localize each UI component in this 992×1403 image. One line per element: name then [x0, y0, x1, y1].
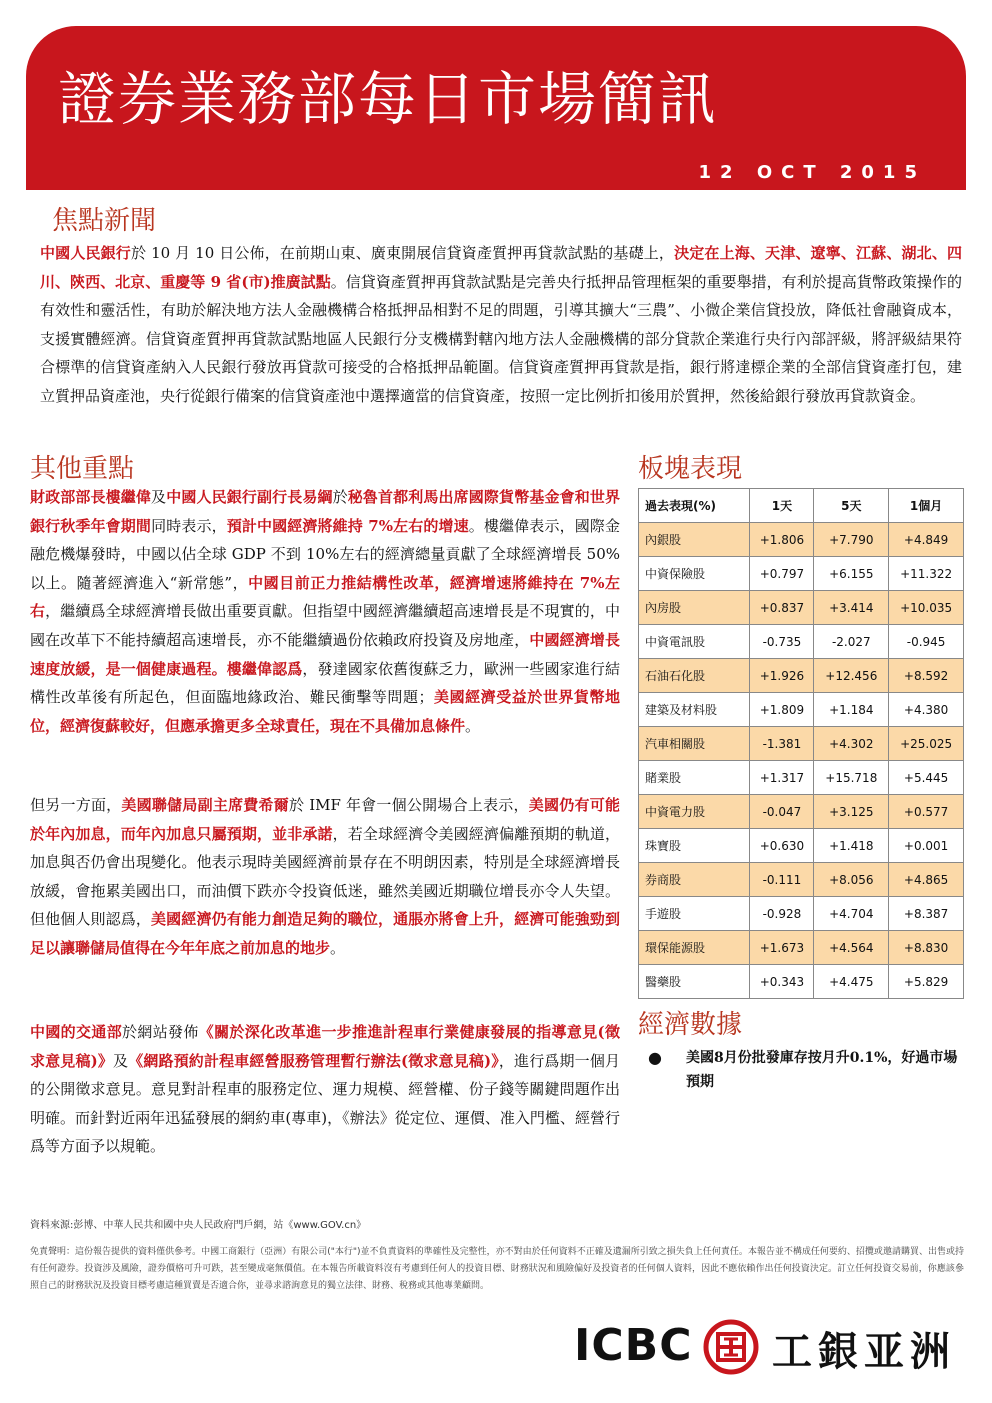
- change-1m-cell: +8.387: [889, 897, 964, 931]
- header-banner: [26, 26, 966, 190]
- change-1d-cell: +1.809: [750, 693, 814, 727]
- table-row: [639, 625, 964, 659]
- focus-text-d: 。信貸資產質押再貸款試點是完善央行抵押品管理框架的重要舉措，有利於提高貨幣政策操作的有效性和靈活性，有助於解決地方法人金融機構合格抵押品相對不足的問題，引導其擴大“三農”、小微企業信貸投放，降低社會融資成本，支援實體經濟。信貸資產質押再貸款試點地區人民銀行分支機構對轄內地方法人金融機構的部分貸款企業進行央行內部評級，將評級結果符合標準的信貸資產納入人民銀行發放再貸款可接受的合格抵押品範圍。信貸資產質押再貸款是指，銀行將達標企業的全部信貸資產打包，建立質押品資產池，央行從銀行備案的信貸資產池中選擇適當的信貸資產，按照一定比例折扣後用於質押，然後給銀行發放再貸款資金。: [40, 272, 962, 405]
- other-p2-run: 。: [330, 938, 346, 957]
- table-row: [639, 659, 964, 693]
- change-5d-cell: +1.184: [814, 693, 889, 727]
- change-5d-cell: +3.414: [814, 591, 889, 625]
- report-title: 證券業務部每日市場簡訊: [58, 65, 719, 133]
- table-row: [639, 557, 964, 591]
- other-heading: 其他重點: [30, 454, 135, 484]
- other-p1-run: 中國人民銀行副行長易綱: [166, 488, 333, 506]
- focus-text-a: 中國人民銀行: [40, 244, 131, 262]
- table-row: [639, 863, 964, 897]
- col-header-1m: 1個月: [889, 489, 964, 523]
- other-paragraph-2: [30, 791, 620, 963]
- sector-name-cell: 中資電力股: [639, 795, 750, 829]
- other-p1-run: 同時表示，: [151, 516, 227, 535]
- other-p1-run: 及: [151, 488, 167, 506]
- change-1m-cell: +4.380: [889, 693, 964, 727]
- other-p3-run: 《網路預約計程車經營服務管理暫行辦法(徵求意見稿)》: [128, 1051, 499, 1070]
- sector-heading: 板塊表現: [638, 454, 743, 484]
- table-row: [639, 931, 964, 965]
- other-p3-run: 中國的交通部: [30, 1023, 123, 1041]
- other-p3-run: 及: [113, 1051, 129, 1070]
- change-5d-cell: +6.155: [814, 557, 889, 591]
- table-row: [639, 693, 964, 727]
- change-1m-cell: +0.001: [889, 829, 964, 863]
- other-p2-run: 美國仍有可能於年內加息，而年內加息只屬預期，並非承諾: [30, 796, 620, 843]
- other-p2-run: ，若全球經濟令美國經濟偏離預期的軌道，加息與否仍會出現變化。他表示現時美國經濟前景存在不明朗因素，特別是全球經濟增長放緩，會拖累美國出口，而油價下跌亦令投資低迷，雖然美國近期職位增長亦令人失望。但他個人則認爲，: [30, 824, 620, 929]
- change-1d-cell: +0.837: [750, 591, 814, 625]
- sector-name-cell: 石油石化股: [639, 659, 750, 693]
- change-1m-cell: +5.829: [889, 965, 964, 999]
- economy-heading: 經濟數據: [638, 1010, 743, 1040]
- sector-name-cell: 環保能源股: [639, 931, 750, 965]
- change-5d-cell: +15.718: [814, 761, 889, 795]
- disclaimer: 免責聲明：這份報告提供的資料僅供參考。中國工商銀行（亞洲）有限公司("本行")並不負責資料的準確性及完整性，亦不對由於任何資料不正確及遺漏所引致之損失負上任何責任。本報告並不構成任何要約、招攬或邀請購買、出售或持有任何證券。投資涉及風險，證券價格可升可跌，甚至變成毫無價值。在本報告所載資料沒有考慮到任何人的投資目標、財務狀況和風險偏好及投資者的任何個人資料，因此不應依賴作出任何投資決定。訂立任何投資交易前，你應該參照自己的財務狀況及投資目標考慮這種買賣是否適合你，並尋求諮詢意見的獨立法律、財務、稅務或其他專業顧問。: [30, 1247, 964, 1291]
- other-p2-run: 但另一方面，: [30, 796, 122, 814]
- other-p1-run: 預計中國經濟將維持 7%左右的增速: [226, 516, 469, 535]
- table-row: [639, 897, 964, 931]
- sector-name-cell: 內銀股: [639, 523, 750, 557]
- other-p3-run: ，進行爲期一個月的公開徵求意見。意見對計程車的服務定位、運力規模、經營權、份子錢等關鍵問題作出明確。而針對近兩年迅猛發展的網約車(專車)，《辦法》從定位、運價、准入門檻、經營行爲等方面予以規範。: [30, 1051, 620, 1156]
- icbc-logo: [574, 1318, 960, 1374]
- other-paragraph-1: [30, 483, 620, 740]
- other-p1-run: 秘魯首都利馬出席國際貨幣基金會和世界銀行秋季年會期間: [30, 488, 620, 535]
- change-1m-cell: +0.577: [889, 795, 964, 829]
- change-5d-cell: +8.056: [814, 863, 889, 897]
- other-p1-run: 中國目前正力推結構性改革，經濟增速將維持在 7%左右: [30, 573, 620, 621]
- table-row: [639, 965, 964, 999]
- other-p1-run: 美國經濟受益於世界貨幣地位，經濟復蘇較好，但應承擔更多全球責任，現在不具備加息條件: [30, 688, 620, 735]
- table-row: [639, 761, 964, 795]
- source-note: 資料來源:彭博、中華人民共和國中央人民政府門戶網，站《www.GOV.cn》: [30, 1220, 367, 1231]
- change-1m-cell: +8.592: [889, 659, 964, 693]
- change-1d-cell: -0.735: [750, 625, 814, 659]
- col-header-period: 過去表現(%): [639, 489, 750, 523]
- change-1d-cell: +0.343: [750, 965, 814, 999]
- icbc-emblem-icon: [702, 1318, 760, 1376]
- sector-name-cell: 中資保險股: [639, 557, 750, 591]
- other-p1-run: 。樓繼偉表示，國際金融危機爆發時，中國以佔全球 GDP 不到 10%左右的經濟總量貢獻了全球經濟增長 50%以上。隨著經濟進入“新常態”，: [30, 516, 620, 592]
- report-date: 12 OCT 2015: [698, 162, 926, 183]
- change-1d-cell: +1.806: [750, 523, 814, 557]
- table-row: [639, 795, 964, 829]
- sector-name-cell: 中資電訊股: [639, 625, 750, 659]
- change-5d-cell: +4.475: [814, 965, 889, 999]
- change-1d-cell: +1.317: [750, 761, 814, 795]
- change-1d-cell: +0.797: [750, 557, 814, 591]
- sector-name-cell: 券商股: [639, 863, 750, 897]
- other-p1-run: 。: [465, 716, 481, 735]
- other-p2-run: 於 IMF 年會一個公開場合上表示，: [289, 796, 529, 814]
- change-1d-cell: +1.926: [750, 659, 814, 693]
- change-5d-cell: +4.704: [814, 897, 889, 931]
- sector-name-cell: 醫藥股: [639, 965, 750, 999]
- change-1m-cell: +25.025: [889, 727, 964, 761]
- change-1d-cell: -1.381: [750, 727, 814, 761]
- other-p1-run: 財政部部長樓繼偉: [30, 488, 152, 506]
- change-5d-cell: +4.302: [814, 727, 889, 761]
- sector-name-cell: 內房股: [639, 591, 750, 625]
- change-5d-cell: +4.564: [814, 931, 889, 965]
- table-row: [639, 727, 964, 761]
- change-1d-cell: -0.047: [750, 795, 814, 829]
- other-paragraph-3: [30, 1018, 620, 1161]
- sector-name-cell: 珠寶股: [639, 829, 750, 863]
- change-1m-cell: +4.849: [889, 523, 964, 557]
- sector-name-cell: 賭業股: [639, 761, 750, 795]
- other-p3-run: 《關於深化改革進一步推進計程車行業健康發展的指導意見(徵求意見稿)》: [30, 1023, 620, 1070]
- sector-name-cell: 汽車相關股: [639, 727, 750, 761]
- other-p1-run: ，發達國家依舊復蘇乏力，歐洲一些國家進行結構性改革後有所起色，但面臨地緣政治、難民衝擊等問題；: [30, 659, 620, 707]
- logo-text-cn: 工銀亚洲: [772, 1329, 956, 1375]
- change-1m-cell: +10.035: [889, 591, 964, 625]
- col-header-5d: 5天: [814, 489, 889, 523]
- other-p1-run: 於: [332, 488, 348, 506]
- table-row: [639, 523, 964, 557]
- focus-paragraph: [40, 239, 962, 411]
- sector-performance-table: [638, 488, 964, 999]
- change-5d-cell: +7.790: [814, 523, 889, 557]
- change-1m-cell: +11.322: [889, 557, 964, 591]
- change-5d-cell: +12.456: [814, 659, 889, 693]
- other-p1-run: ，繼續爲全球經濟增長做出重要貢獻。但指望中國經濟繼續超高速增長是不現實的，中國在改革下不能持續超高速增長，亦不能繼續過份依賴政府投資及房地產，: [30, 602, 620, 649]
- change-1m-cell: +4.865: [889, 863, 964, 897]
- change-1d-cell: +0.630: [750, 829, 814, 863]
- change-1m-cell: -0.945: [889, 625, 964, 659]
- other-p1-run: 中國經濟增長速度放緩，是一個健康過程。樓繼偉認爲: [30, 630, 620, 678]
- sector-name-cell: 手遊股: [639, 897, 750, 931]
- focus-text-b: 於 10 月 10 日公佈，在前期山東、廣東開展信貸資產質押再貸款試點的基礎上，: [130, 244, 675, 262]
- col-header-1d: 1天: [750, 489, 814, 523]
- change-1d-cell: -0.111: [750, 863, 814, 897]
- table-row: [639, 591, 964, 625]
- sector-name-cell: 建築及材料股: [639, 693, 750, 727]
- table-header-row: [639, 489, 964, 523]
- economy-item-text: 美國8月份批發庫存按月升0.1%，好過市場預期: [686, 1050, 958, 1090]
- focus-heading: 焦點新聞: [52, 206, 157, 236]
- table-row: [639, 829, 964, 863]
- change-1d-cell: +1.673: [750, 931, 814, 965]
- bullet-icon: ●: [648, 1048, 662, 1067]
- change-1m-cell: +5.445: [889, 761, 964, 795]
- change-5d-cell: +1.418: [814, 829, 889, 863]
- other-p2-run: 美國聯儲局副主席費希爾: [121, 796, 290, 814]
- other-p3-run: 於網站發佈: [122, 1023, 199, 1041]
- focus-text-c: 決定在上海、天津、遼寧、江蘇、湖北、四川、陝西、北京、重慶等 9 省(市)推廣試點: [40, 244, 962, 291]
- change-1d-cell: -0.928: [750, 897, 814, 931]
- change-5d-cell: -2.027: [814, 625, 889, 659]
- logo-text-en: ICBC: [574, 1320, 693, 1371]
- change-5d-cell: +3.125: [814, 795, 889, 829]
- change-1m-cell: +8.830: [889, 931, 964, 965]
- other-p2-run: 美國經濟仍有能力創造足夠的職位，通脹亦將會上升，經濟可能強勁到足以讓聯儲局值得在今年年底之前加息的地步: [30, 910, 620, 957]
